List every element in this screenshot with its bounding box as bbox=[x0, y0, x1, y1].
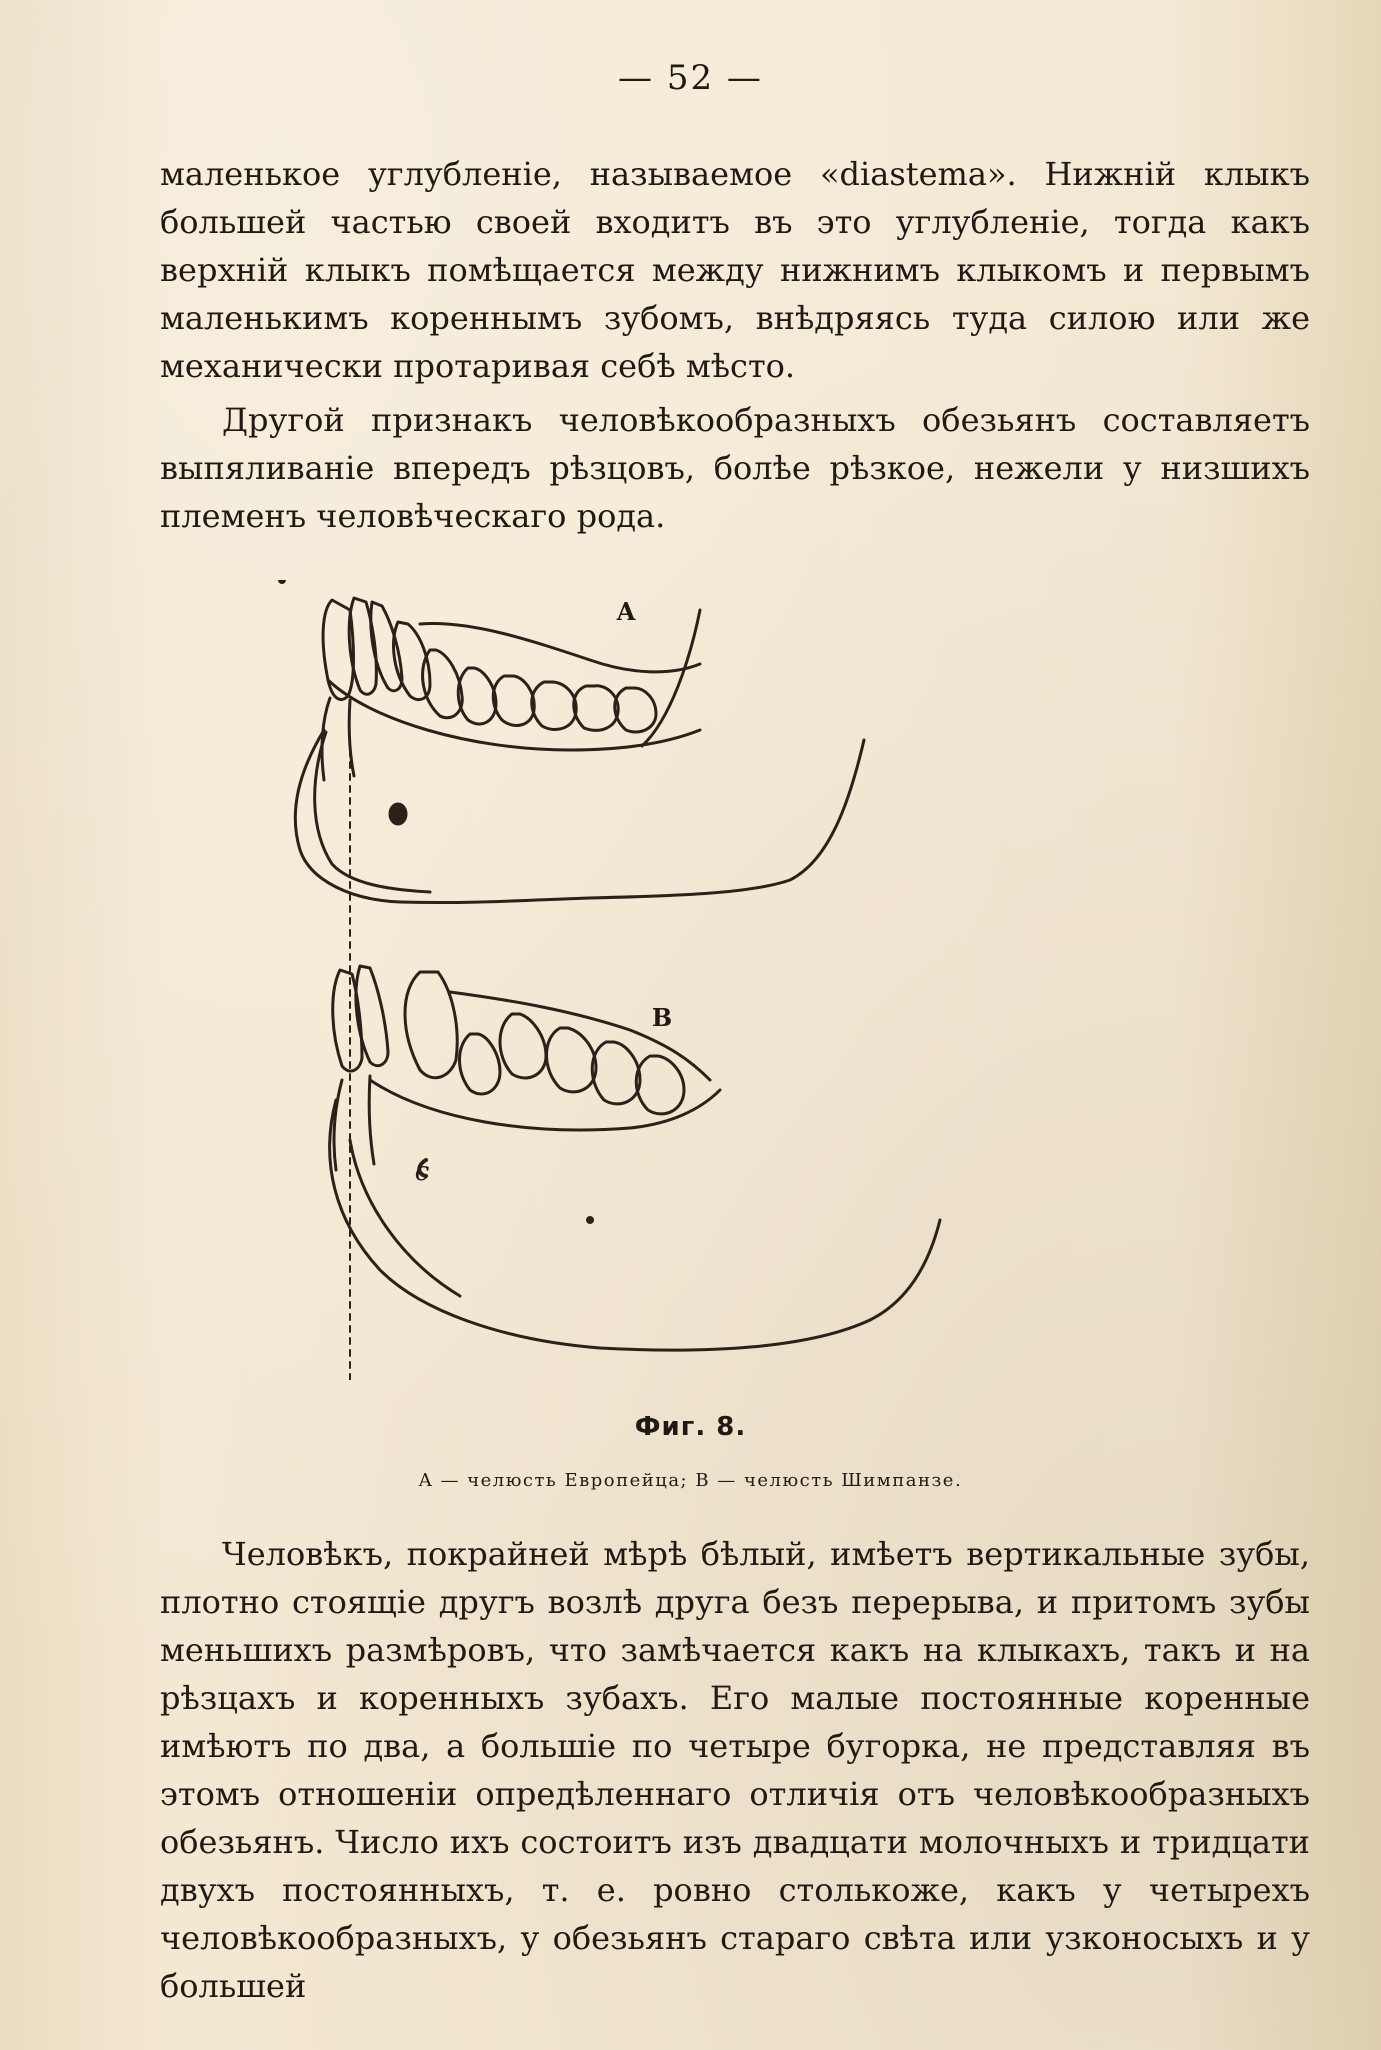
top-text-block bbox=[160, 150, 1310, 540]
figure-8-jaws bbox=[270, 580, 1170, 1380]
jaw-a bbox=[295, 598, 864, 1380]
paragraph-2: Другой признакъ человѣкообразныхъ обезьянъ составляетъ выпяливаніе впередъ рѣзцовъ, болѣе рѣзкое, нежели у низшихъ племенъ человѣческаго рода. bbox=[160, 401, 1310, 535]
label-c: c bbox=[414, 1157, 430, 1187]
bottom-text-block bbox=[160, 1530, 1310, 2010]
label-a: A bbox=[616, 597, 636, 626]
figure-caption: A — челюсть Европейца; B — челюсть Шимпанзе. bbox=[418, 1470, 963, 1491]
jaw-illustration bbox=[270, 580, 1170, 1380]
label-b: B bbox=[651, 1003, 673, 1032]
page-number: — 52 — bbox=[618, 58, 763, 98]
paragraph-3: Человѣкъ, покрайней мѣрѣ бѣлый, имѣетъ вертикальные зубы, плотно стоящіе другъ возлѣ друга безъ перерыва, и притомъ зубы меньшихъ размѣровъ, что замѣчается какъ на клыкахъ, такъ и на рѣзцахъ и коренныхъ зубахъ. Его малые постоянные коренные имѣютъ по два, а большіе по четыре бугорка, не представляя въ этомъ отношеніи опредѣленнаго отличія отъ человѣкообразныхъ обезьянъ. Число ихъ состоитъ изъ двадцати молочныхъ и тридцати двухъ постоянныхъ, т. е. ровно столькоже, какъ у четырехъ человѣкообразныхъ, у обезьянъ стараго свѣта или узконосыхъ и у большей bbox=[160, 1535, 1310, 2005]
figure-title: Фиг. 8. bbox=[634, 1412, 747, 1442]
paragraph-1: маленькое углубленіе, называемое «diastema». Нижній клыкъ большей частью своей входитъ въ это углубленіе, тогда какъ верхній клыкъ помѣщается между нижнимъ клыкомъ и первымъ маленькимъ кореннымъ зубомъ, внѣдряясь туда силою или же механически протаривая себѣ мѣсто. bbox=[160, 155, 1310, 385]
